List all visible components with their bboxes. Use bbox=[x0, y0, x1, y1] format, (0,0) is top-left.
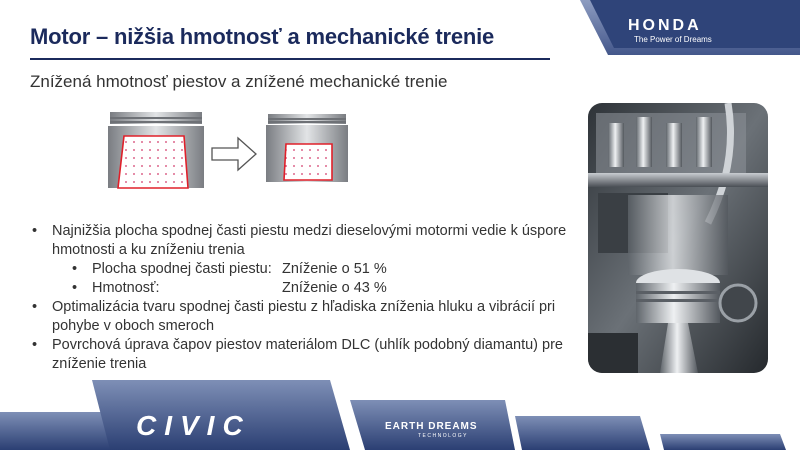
bullet-item: • Najnižšia plocha spodnej časti piestu medzi dieselovými motormi vedie k úspore hmotnosti a ku zníženiu trenia bbox=[30, 222, 570, 260]
bullet-item: • Optimalizácia tvaru spodnej časti piestu z hľadiska zníženia hluku a vibrácií pri pohybe v oboch smeroch bbox=[30, 298, 570, 336]
arrow-right-icon bbox=[212, 138, 256, 170]
honda-slogan: The Power of Dreams bbox=[634, 35, 712, 44]
footer-band bbox=[0, 380, 800, 450]
sub-bullet-item bbox=[30, 279, 570, 298]
honda-logo: HONDA bbox=[628, 17, 702, 34]
civic-logo: CIVIC bbox=[136, 410, 251, 441]
piston-icon bbox=[266, 114, 348, 182]
bullet-list bbox=[30, 222, 570, 374]
title-rule bbox=[30, 58, 550, 60]
sub-bullet-label: Hmotnosť: bbox=[92, 280, 160, 296]
sub-bullet-value: Zníženie o 51 % bbox=[282, 261, 387, 277]
sub-bullet-value: Zníženie o 43 % bbox=[282, 280, 387, 296]
bullet-item: • Povrchová úprava čapov piestov materiálom DLC (uhlík podobný diamantu) pre zníženie trenia bbox=[30, 336, 570, 374]
engine-photo bbox=[588, 103, 768, 373]
piston-icon bbox=[108, 112, 204, 188]
slide-subtitle: Znížená hmotnosť piestov a znížené mechanické trenie bbox=[30, 72, 448, 91]
sub-bullet-label: Plocha spodnej časti piestu: bbox=[92, 261, 272, 277]
sub-bullet-item bbox=[30, 260, 570, 279]
slide-title: Motor – nižšia hmotnosť a mechanické trenie bbox=[30, 24, 495, 49]
earth-dreams-technology: TECHNOLOGY bbox=[418, 433, 469, 439]
piston-comparison bbox=[100, 108, 360, 198]
earth-dreams-logo: EARTH DREAMS bbox=[385, 421, 478, 432]
